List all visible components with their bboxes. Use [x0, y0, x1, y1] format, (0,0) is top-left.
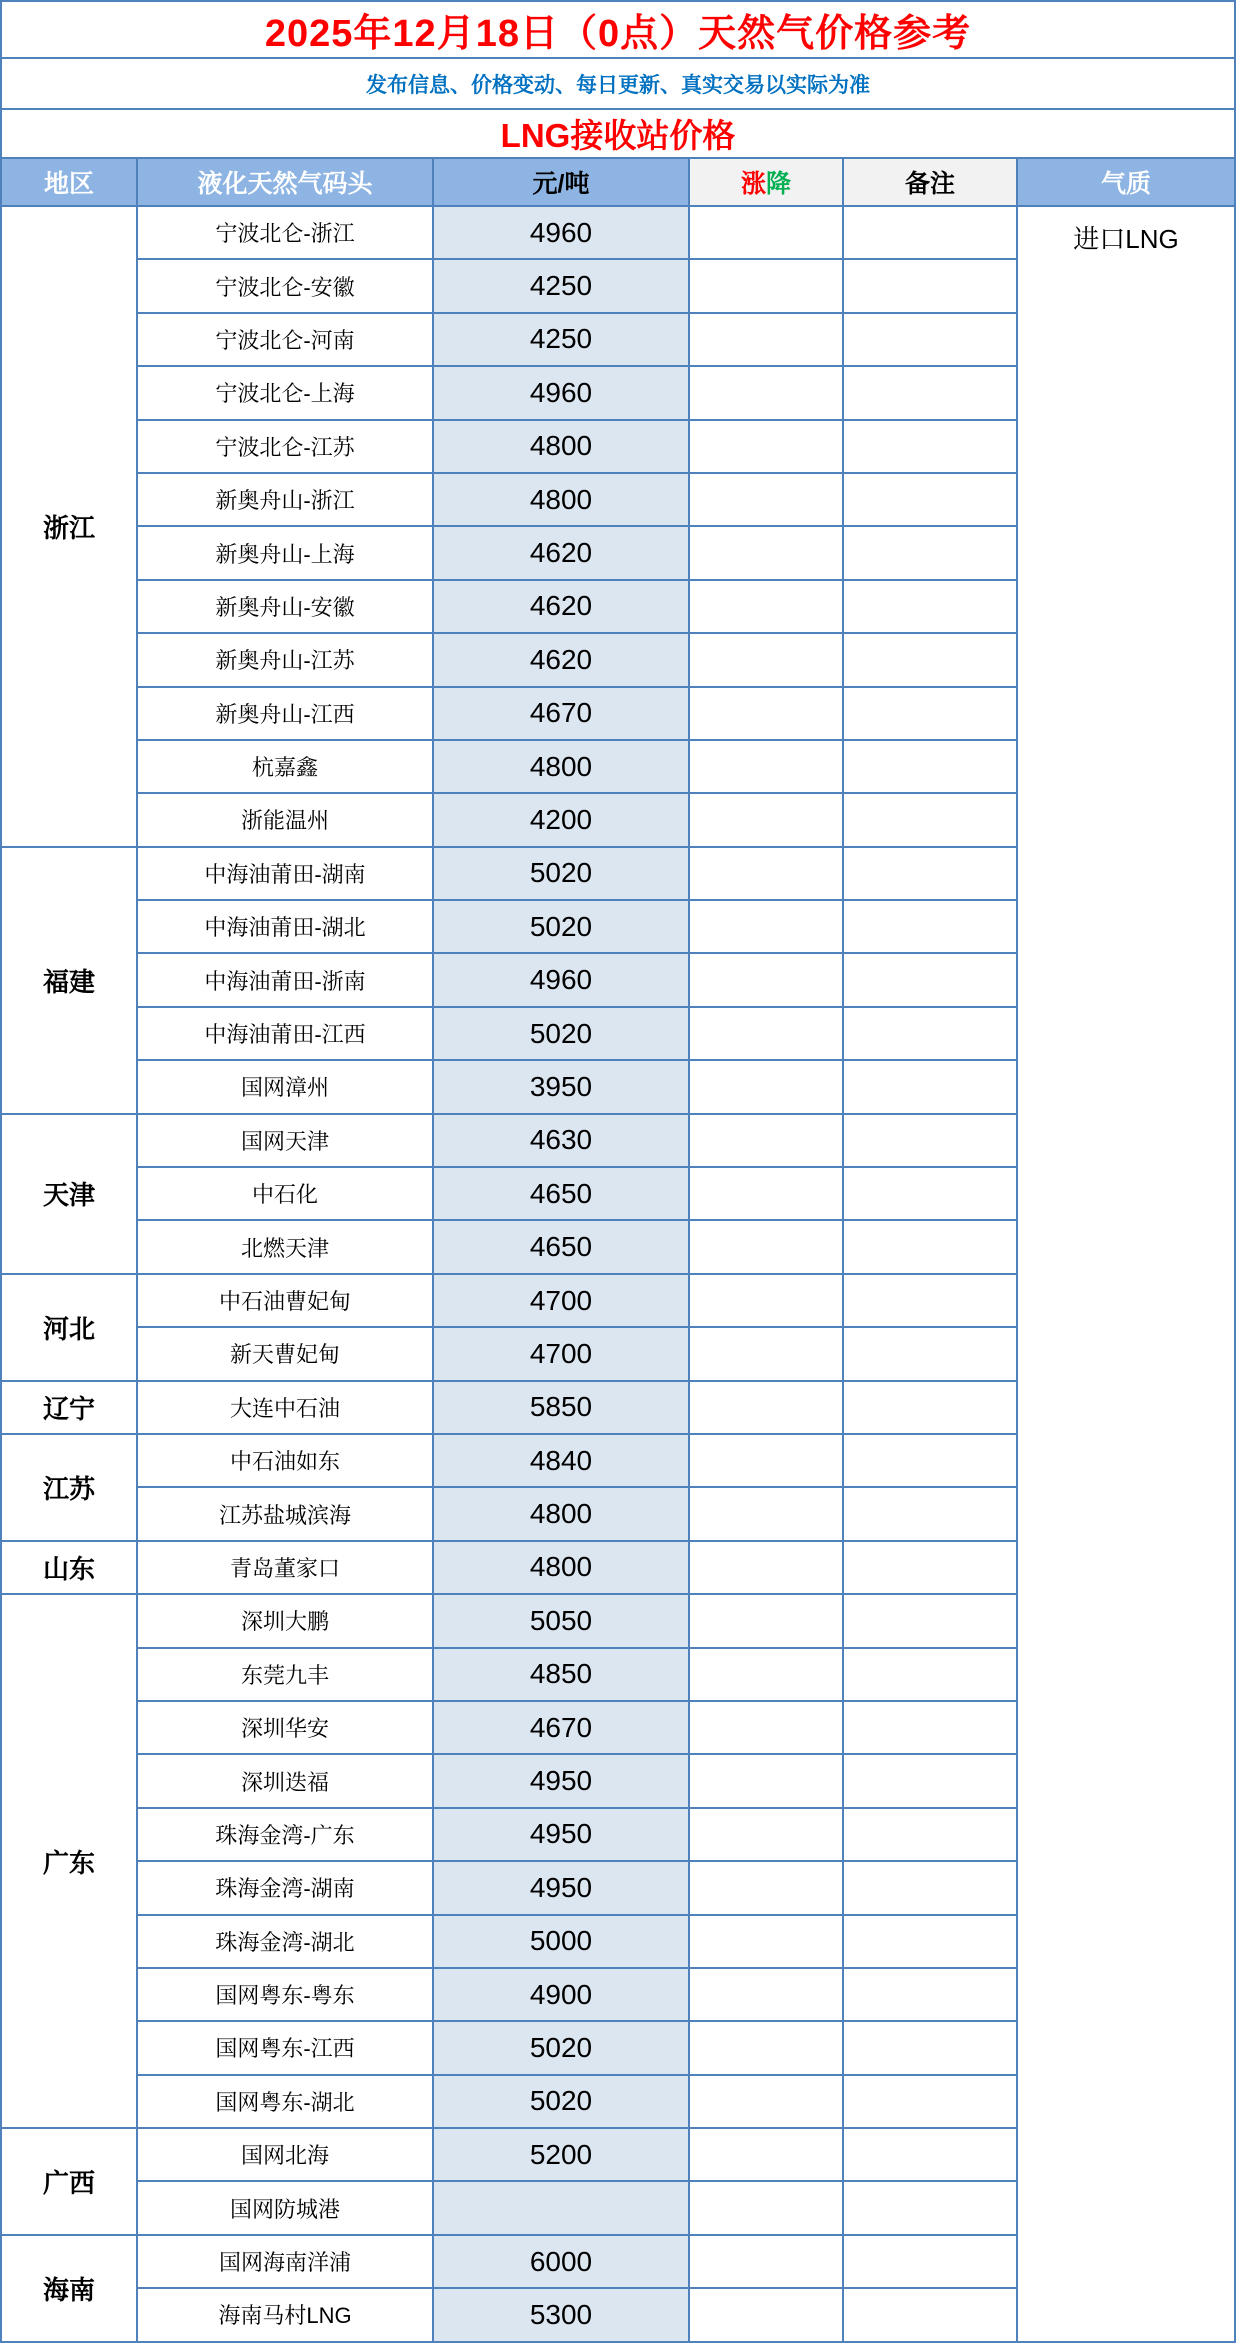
change-cell — [689, 1648, 843, 1701]
note-cell — [843, 1487, 1017, 1540]
price-cell: 4800 — [433, 1487, 689, 1540]
price-cell: 4250 — [433, 259, 689, 312]
change-cell — [689, 1915, 843, 1968]
change-cell — [689, 1220, 843, 1273]
price-cell: 4620 — [433, 526, 689, 579]
terminal-cell: 中海油莆田-浙南 — [137, 953, 433, 1006]
change-cell — [689, 1060, 843, 1113]
change-cell — [689, 2288, 843, 2341]
change-cell — [689, 526, 843, 579]
price-cell: 4840 — [433, 1434, 689, 1487]
terminal-cell: 国网漳州 — [137, 1060, 433, 1113]
note-cell — [843, 1007, 1017, 1060]
price-cell: 5020 — [433, 900, 689, 953]
note-cell — [843, 2128, 1017, 2181]
change-cell — [689, 953, 843, 1006]
terminal-cell: 国网粤东-江西 — [137, 2021, 433, 2074]
terminal-cell: 深圳大鹏 — [137, 1594, 433, 1647]
terminal-cell: 杭嘉鑫 — [137, 740, 433, 793]
price-cell: 4800 — [433, 1541, 689, 1594]
change-up-label: 涨 — [740, 170, 766, 198]
note-cell — [843, 1968, 1017, 2021]
note-cell — [843, 1594, 1017, 1647]
terminal-cell: 国网粤东-粤东 — [137, 1968, 433, 2021]
terminal-cell: 中石油如东 — [137, 1434, 433, 1487]
terminal-cell: 青岛董家口 — [137, 1541, 433, 1594]
change-cell — [689, 366, 843, 419]
note-cell — [843, 1701, 1017, 1754]
price-cell: 5020 — [433, 847, 689, 900]
price-cell: 4670 — [433, 687, 689, 740]
change-cell — [689, 1594, 843, 1647]
price-cell: 4700 — [433, 1327, 689, 1380]
change-cell — [689, 847, 843, 900]
price-cell: 4960 — [433, 366, 689, 419]
quality-cell — [1017, 206, 1235, 2342]
table-row — [1, 206, 1235, 259]
subtitle: 发布信息、价格变动、每日更新、真实交易以实际为准 — [1, 58, 1235, 109]
note-cell — [843, 1381, 1017, 1434]
terminal-cell: 新天曹妃甸 — [137, 1327, 433, 1380]
page-title: 2025年12月18日（0点）天然气价格参考 — [1, 1, 1235, 58]
note-cell — [843, 1114, 1017, 1167]
change-cell — [689, 1274, 843, 1327]
note-cell — [843, 687, 1017, 740]
col-header-change — [689, 158, 843, 206]
region-cell: 辽宁 — [1, 1381, 137, 1434]
terminal-cell: 大连中石油 — [137, 1381, 433, 1434]
change-cell — [689, 2021, 843, 2074]
region-cell: 广西 — [1, 2128, 137, 2235]
note-cell — [843, 313, 1017, 366]
change-cell — [689, 206, 843, 259]
note-cell — [843, 953, 1017, 1006]
price-cell: 4800 — [433, 740, 689, 793]
change-cell — [689, 1167, 843, 1220]
price-cell: 5020 — [433, 1007, 689, 1060]
change-cell — [689, 1968, 843, 2021]
note-cell — [843, 1274, 1017, 1327]
note-cell — [843, 1434, 1017, 1487]
change-cell — [689, 420, 843, 473]
note-cell — [843, 1060, 1017, 1113]
change-cell — [689, 2128, 843, 2181]
terminal-cell: 宁波北仑-上海 — [137, 366, 433, 419]
quality-value: 进口LNG — [1073, 224, 1179, 254]
price-cell: 4650 — [433, 1220, 689, 1273]
note-cell — [843, 1327, 1017, 1380]
terminal-cell: 新奥舟山-江西 — [137, 687, 433, 740]
note-cell — [843, 206, 1017, 259]
col-header-quality: 气质 — [1017, 158, 1235, 206]
price-cell: 4950 — [433, 1861, 689, 1914]
change-cell — [689, 687, 843, 740]
note-cell — [843, 526, 1017, 579]
terminal-cell: 新奥舟山-上海 — [137, 526, 433, 579]
change-cell — [689, 259, 843, 312]
note-cell — [843, 473, 1017, 526]
price-cell: 4800 — [433, 420, 689, 473]
region-cell: 河北 — [1, 1274, 137, 1381]
terminal-cell: 新奥舟山-安徽 — [137, 580, 433, 633]
terminal-cell: 宁波北仑-江苏 — [137, 420, 433, 473]
price-cell: 5020 — [433, 2021, 689, 2074]
note-cell — [843, 1541, 1017, 1594]
note-cell — [843, 259, 1017, 312]
column-header-row — [1, 158, 1235, 206]
change-cell — [689, 313, 843, 366]
change-cell — [689, 633, 843, 686]
terminal-cell: 宁波北仑-浙江 — [137, 206, 433, 259]
subtitle-row — [1, 58, 1235, 109]
change-cell — [689, 1487, 843, 1540]
note-cell — [843, 420, 1017, 473]
change-cell — [689, 740, 843, 793]
col-header-region: 地区 — [1, 158, 137, 206]
price-cell: 4670 — [433, 1701, 689, 1754]
change-cell — [689, 1381, 843, 1434]
price-cell: 4800 — [433, 473, 689, 526]
terminal-cell: 新奥舟山-江苏 — [137, 633, 433, 686]
terminal-cell: 中石化 — [137, 1167, 433, 1220]
terminal-cell: 国网北海 — [137, 2128, 433, 2181]
terminal-cell: 国网天津 — [137, 1114, 433, 1167]
price-cell: 5850 — [433, 1381, 689, 1434]
change-cell — [689, 1007, 843, 1060]
note-cell — [843, 366, 1017, 419]
change-cell — [689, 2181, 843, 2234]
note-cell — [843, 1648, 1017, 1701]
price-cell: 5000 — [433, 1915, 689, 1968]
note-cell — [843, 2181, 1017, 2234]
terminal-cell: 中石油曹妃甸 — [137, 1274, 433, 1327]
price-cell — [433, 2181, 689, 2234]
change-cell — [689, 1114, 843, 1167]
note-cell — [843, 633, 1017, 686]
terminal-cell: 国网粤东-湖北 — [137, 2075, 433, 2128]
price-cell: 4200 — [433, 793, 689, 846]
price-cell: 4700 — [433, 1274, 689, 1327]
region-cell: 海南 — [1, 2235, 137, 2342]
price-cell: 5020 — [433, 2075, 689, 2128]
change-cell — [689, 1541, 843, 1594]
price-cell: 6000 — [433, 2235, 689, 2288]
terminal-cell: 宁波北仑-安徽 — [137, 259, 433, 312]
note-cell — [843, 2235, 1017, 2288]
price-cell: 4900 — [433, 1968, 689, 2021]
change-cell — [689, 1861, 843, 1914]
note-cell — [843, 847, 1017, 900]
price-cell: 5050 — [433, 1594, 689, 1647]
price-cell: 5200 — [433, 2128, 689, 2181]
price-cell: 4620 — [433, 633, 689, 686]
col-header-terminal: 液化天然气码头 — [137, 158, 433, 206]
terminal-cell: 东莞九丰 — [137, 1648, 433, 1701]
change-cell — [689, 580, 843, 633]
price-cell: 4950 — [433, 1808, 689, 1861]
price-cell: 4650 — [433, 1167, 689, 1220]
change-cell — [689, 900, 843, 953]
terminal-cell: 珠海金湾-湖北 — [137, 1915, 433, 1968]
region-cell: 山东 — [1, 1541, 137, 1594]
note-cell — [843, 1915, 1017, 1968]
change-cell — [689, 1808, 843, 1861]
terminal-cell: 深圳华安 — [137, 1701, 433, 1754]
region-cell: 天津 — [1, 1114, 137, 1274]
note-cell — [843, 2021, 1017, 2074]
change-cell — [689, 1754, 843, 1807]
col-header-price: 元/吨 — [433, 158, 689, 206]
terminal-cell: 江苏盐城滨海 — [137, 1487, 433, 1540]
price-cell: 3950 — [433, 1060, 689, 1113]
terminal-cell: 国网防城港 — [137, 2181, 433, 2234]
terminal-cell: 深圳迭福 — [137, 1754, 433, 1807]
note-cell — [843, 1861, 1017, 1914]
terminal-cell: 珠海金湾-广东 — [137, 1808, 433, 1861]
price-cell: 4630 — [433, 1114, 689, 1167]
change-cell — [689, 793, 843, 846]
change-cell — [689, 1434, 843, 1487]
note-cell — [843, 2075, 1017, 2128]
note-cell — [843, 1220, 1017, 1273]
price-cell: 4250 — [433, 313, 689, 366]
region-cell: 江苏 — [1, 1434, 137, 1541]
section-title-row — [1, 109, 1235, 158]
change-cell — [689, 1701, 843, 1754]
price-cell: 4960 — [433, 953, 689, 1006]
region-cell: 浙江 — [1, 206, 137, 847]
terminal-cell: 浙能温州 — [137, 793, 433, 846]
change-cell — [689, 1327, 843, 1380]
note-cell — [843, 580, 1017, 633]
section-title: LNG接收站价格 — [1, 109, 1235, 158]
terminal-cell: 宁波北仑-河南 — [137, 313, 433, 366]
change-cell — [689, 2075, 843, 2128]
terminal-cell: 北燃天津 — [137, 1220, 433, 1273]
price-cell: 4950 — [433, 1754, 689, 1807]
note-cell — [843, 1754, 1017, 1807]
region-cell: 福建 — [1, 847, 137, 1114]
note-cell — [843, 1167, 1017, 1220]
note-cell — [843, 900, 1017, 953]
terminal-cell: 新奥舟山-浙江 — [137, 473, 433, 526]
price-cell: 4850 — [433, 1648, 689, 1701]
title-row — [1, 1, 1235, 58]
col-header-note: 备注 — [843, 158, 1017, 206]
price-cell: 4620 — [433, 580, 689, 633]
terminal-cell: 中海油莆田-湖北 — [137, 900, 433, 953]
price-cell: 4960 — [433, 206, 689, 259]
change-down-label: 降 — [766, 170, 792, 198]
note-cell — [843, 2288, 1017, 2341]
terminal-cell: 珠海金湾-湖南 — [137, 1861, 433, 1914]
note-cell — [843, 1808, 1017, 1861]
change-cell — [689, 473, 843, 526]
terminal-cell: 海南马村LNG — [137, 2288, 433, 2341]
terminal-cell: 国网海南洋浦 — [137, 2235, 433, 2288]
change-cell — [689, 2235, 843, 2288]
terminal-cell: 中海油莆田-湖南 — [137, 847, 433, 900]
region-cell: 广东 — [1, 1594, 137, 2128]
terminal-cell: 中海油莆田-江西 — [137, 1007, 433, 1060]
price-cell: 5300 — [433, 2288, 689, 2341]
note-cell — [843, 793, 1017, 846]
note-cell — [843, 740, 1017, 793]
